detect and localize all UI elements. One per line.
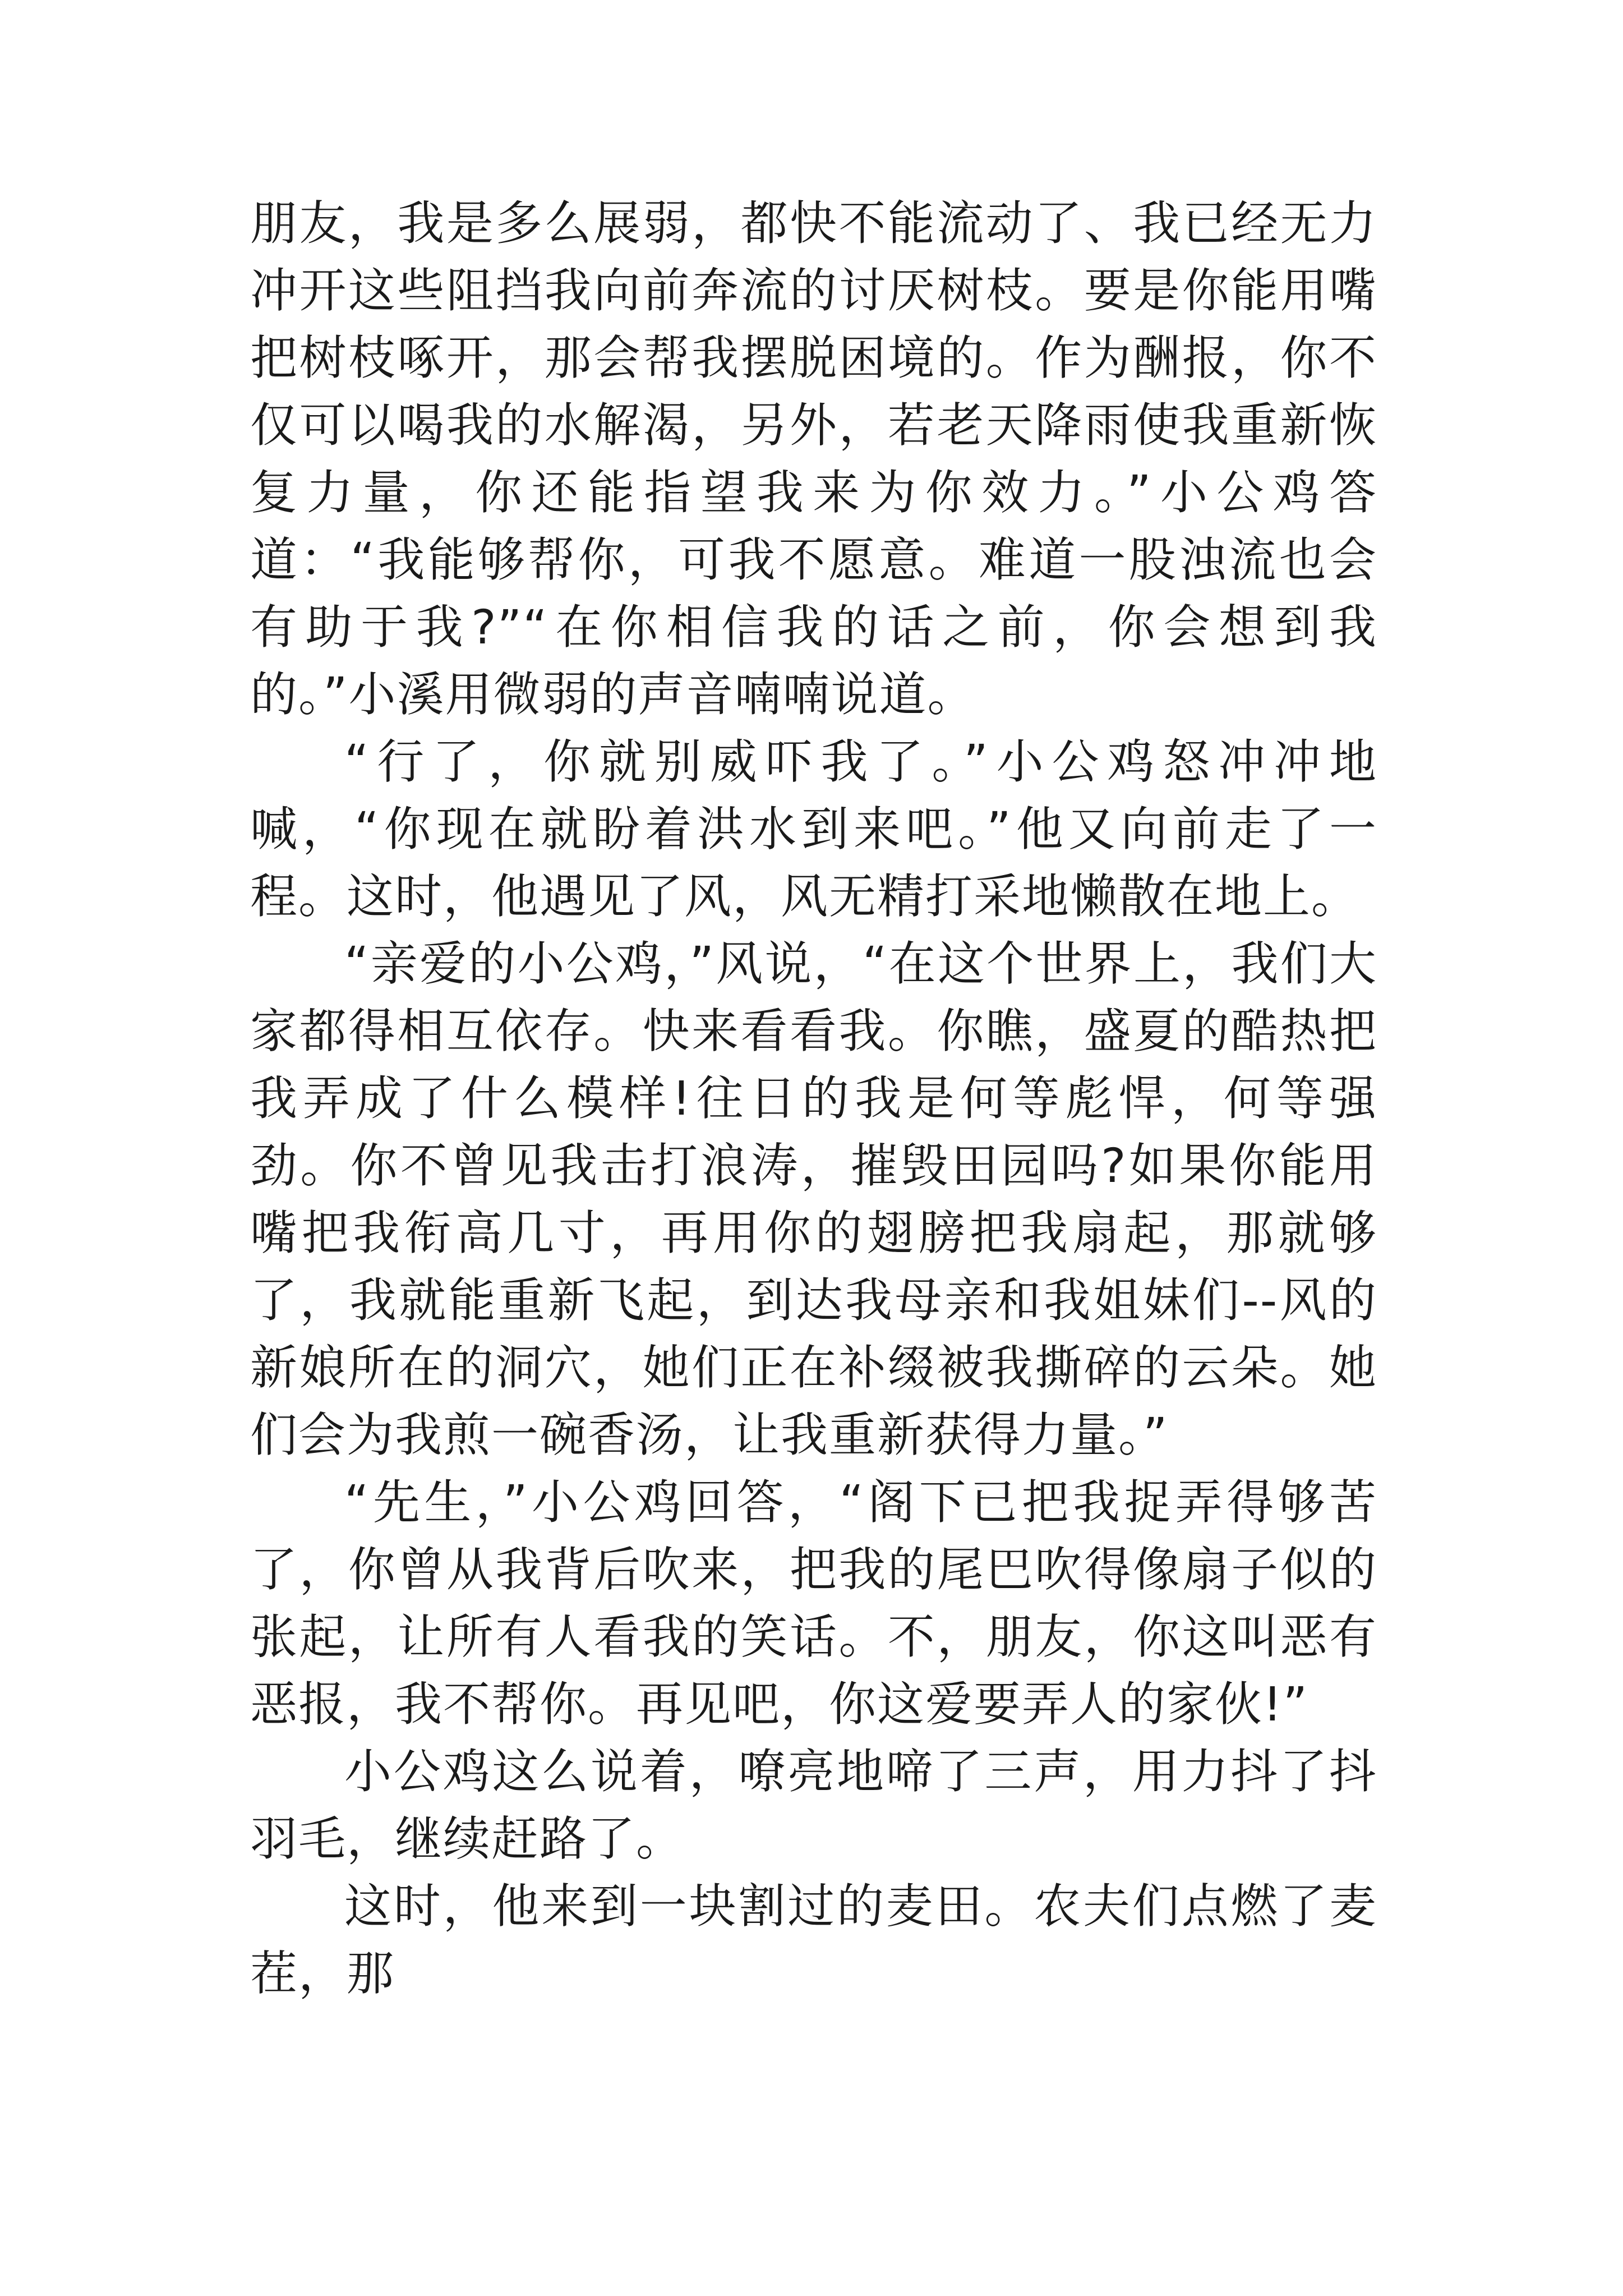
paragraph-2: “行了，你就别威吓我了。”小公鸡怒冲冲地喊，“你现在就盼着洪水到来吧。”他又向前走了一程。这时，他遇见了风，风无精打采地懒散在地上。 [250, 734, 1377, 924]
paragraph-4: “先生，”小公鸡回答，“阁下已把我捉弄得够苦了，你曾从我背后吹来，把我的尾巴吹得像扇子似的张起，让所有人看我的笑话。不，朋友，你这叫恶有恶报，我不帮你。再见吧，你这爱要弄人的家伙!” [250, 1475, 1377, 1732]
paragraph-5: 小公鸡这么说着，嘹亮地啼了三声，用力抖了抖羽毛，继续赶路了。 [250, 1744, 1377, 1866]
paragraph-1: 朋友，我是多么展弱，都快不能流动了、我已经无力冲开这些阻挡我向前奔流的讨厌树枝。要是你能用嘴把树枝啄开，那会帮我摆脱困境的。作为酬报，你不仅可以喝我的水解渴，另外，若老天降雨使我重新恢复力量，你还能指望我来为你效力。”小公鸡答道：“我能够帮你，可我不愿意。难道一股浊流也会有助于我?”“在你相信我的话之前，你会想到我的。”小溪用微弱的声音喃喃说道。 [250, 196, 1377, 722]
paragraph-6: 这时，他来到一块割过的麦田。农夫们点燃了麦茬，那 [250, 1879, 1377, 2001]
paragraph-3: “亲爱的小公鸡，”风说，“在这个世界上，我们大家都得相互依存。快来看看我。你瞧，盛夏的酷热把我弄成了什么模样!往日的我是何等彪悍，何等强劲。你不曾见我击打浪涛，摧毁田园吗?如果你能用嘴把我衔高几寸，再用你的翅膀把我扇起，那就够了，我就能重新飞起，到达我母亲和我姐妹们--风的新娘所在的洞穴，她们正在补缀被我撕碎的云朵。她们会为我煎一碗香汤，让我重新获得力量。” [250, 936, 1377, 1462]
body-text [250, 190, 1377, 2007]
